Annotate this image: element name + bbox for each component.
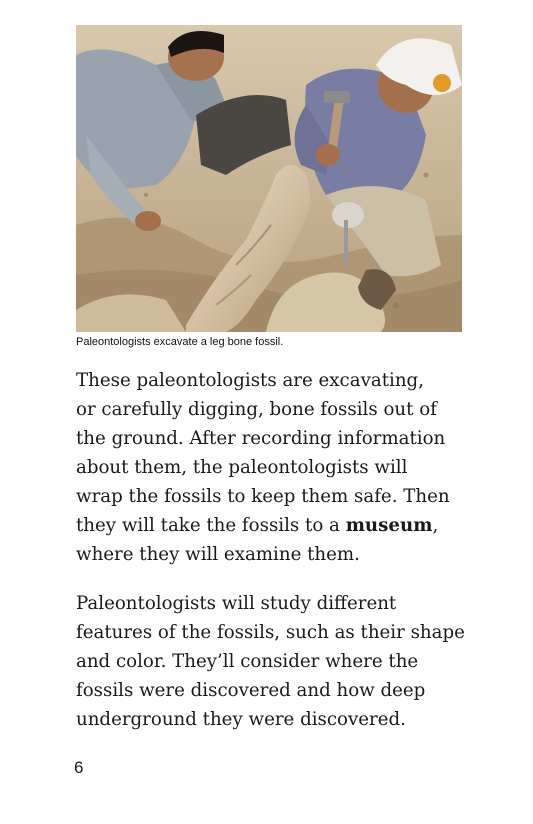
text-line: These paleontologists are excavating, [76, 370, 424, 391]
text-line [76, 511, 476, 540]
text-line: the ground. After recording information [76, 428, 446, 449]
text-line: features of the fossils, such as their shape [76, 622, 465, 643]
text-line: and color. They’ll consider where the [76, 651, 419, 672]
page-number: 6 [74, 758, 84, 777]
text-line: about them, the paleontologists will [76, 457, 408, 478]
glossary-term-museum: museum [345, 515, 433, 536]
paragraph-excavation [76, 366, 476, 569]
text-line: underground they were discovered. [76, 709, 406, 730]
text-line: wrap the fossils to keep them safe. Then [76, 486, 450, 507]
text-segment: they will take the fossils to a [76, 515, 346, 536]
excavation-photo [76, 25, 462, 332]
text-line: or carefully digging, bone fossils out of [76, 399, 437, 420]
text-segment: , [432, 515, 439, 536]
text-line: where they will examine them. [76, 544, 360, 565]
photo-caption: Paleontologists excavate a leg bone fossil. [76, 336, 284, 348]
excavation-illustration [76, 25, 462, 332]
text-line: fossils were discovered and how deep [76, 680, 426, 701]
text-line: Paleontologists will study different [76, 593, 397, 614]
paragraph-study [76, 589, 476, 734]
